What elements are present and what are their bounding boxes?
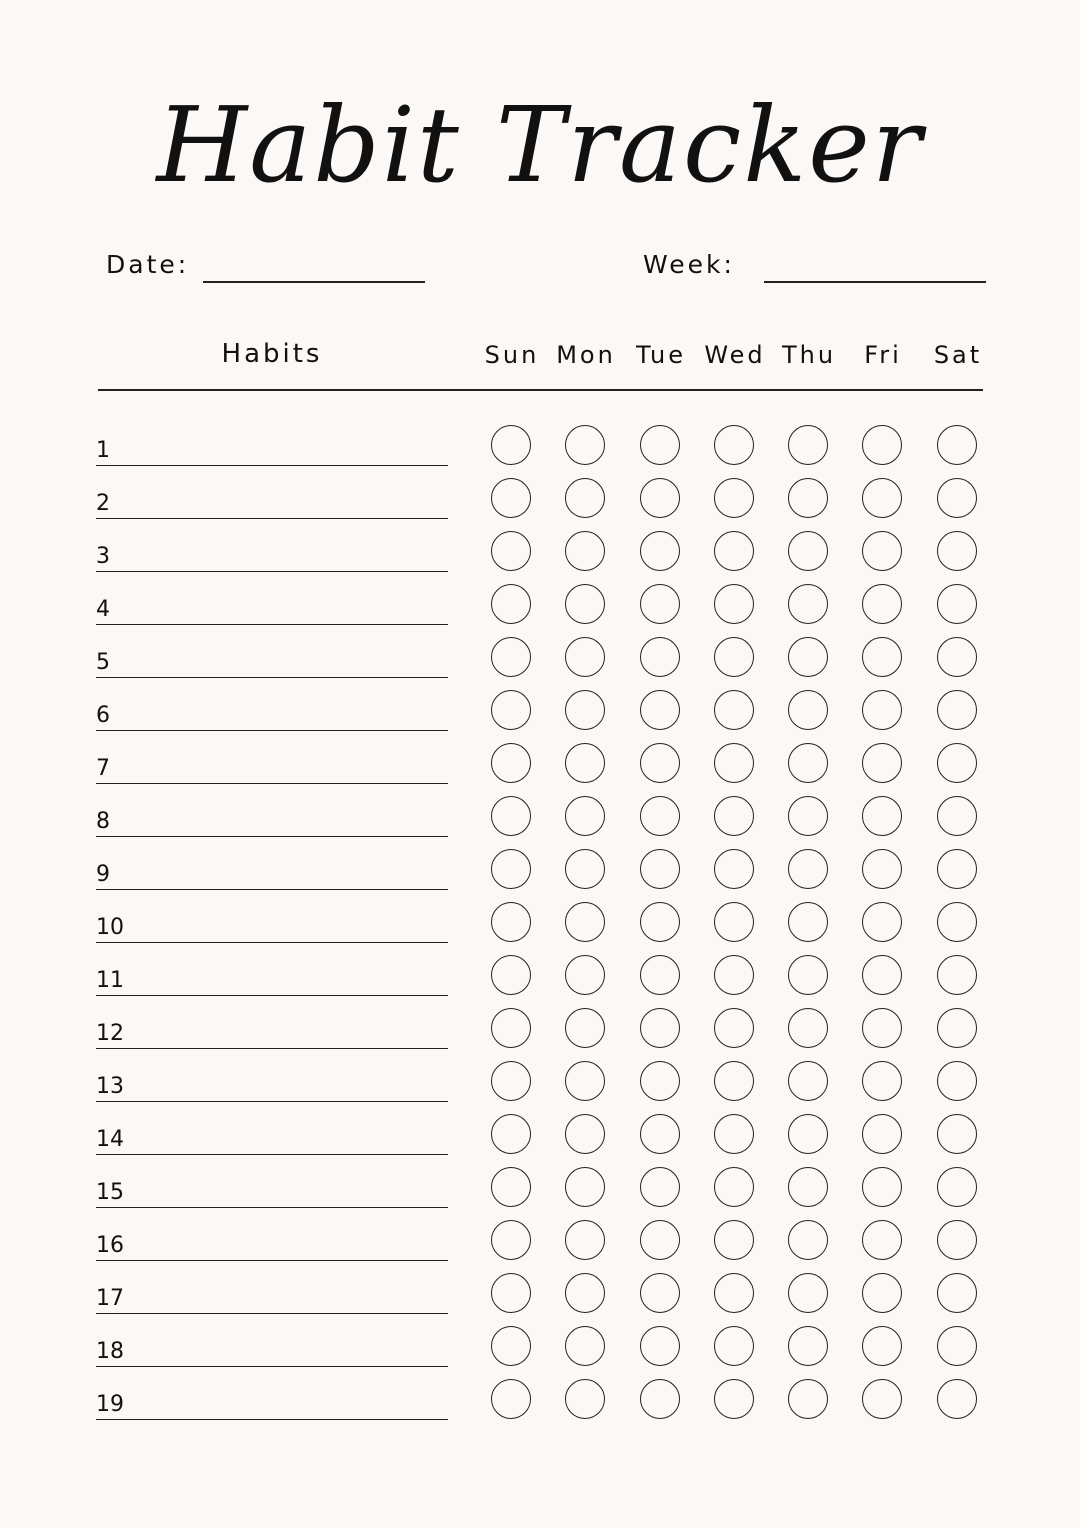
habit-name-field[interactable]: [96, 942, 448, 943]
habit-checkbox-sun[interactable]: [491, 1061, 531, 1101]
habit-checkbox-wed[interactable]: [714, 955, 754, 995]
habit-name-field[interactable]: [96, 889, 448, 890]
habit-checkbox-thu[interactable]: [788, 955, 828, 995]
habit-checkbox-tue[interactable]: [640, 531, 680, 571]
habit-checkbox-sun[interactable]: [491, 1326, 531, 1366]
habit-checkbox-tue[interactable]: [640, 955, 680, 995]
habit-checkbox-tue[interactable]: [640, 690, 680, 730]
habit-checkbox-thu[interactable]: [788, 1008, 828, 1048]
habit-checkbox-thu[interactable]: [788, 584, 828, 624]
habit-checkbox-mon[interactable]: [565, 1008, 605, 1048]
habit-row-number: 10: [96, 915, 124, 940]
habit-checkbox-mon[interactable]: [565, 1220, 605, 1260]
habit-checkbox-sun[interactable]: [491, 1167, 531, 1207]
habit-checkbox-fri[interactable]: [862, 1114, 902, 1154]
habit-checkbox-tue[interactable]: [640, 1326, 680, 1366]
habit-row-number: 8: [96, 809, 110, 834]
week-field[interactable]: [764, 281, 986, 283]
habit-row-number: 14: [96, 1127, 124, 1152]
habit-checkbox-fri[interactable]: [862, 1061, 902, 1101]
habit-checkbox-fri[interactable]: [862, 743, 902, 783]
date-label: Date:: [106, 250, 190, 279]
habit-name-field[interactable]: [96, 1154, 448, 1155]
habit-checkbox-wed[interactable]: [714, 743, 754, 783]
habit-row-number: 12: [96, 1021, 124, 1046]
habit-checkbox-sat[interactable]: [937, 1114, 977, 1154]
habit-checkbox-fri[interactable]: [862, 1379, 902, 1419]
habit-row-number: 19: [96, 1392, 124, 1417]
habit-checkbox-mon[interactable]: [565, 1273, 605, 1313]
habit-checkbox-tue[interactable]: [640, 1114, 680, 1154]
habit-checkbox-fri[interactable]: [862, 955, 902, 995]
day-header-sat: Sat: [933, 341, 983, 369]
habit-checkbox-wed[interactable]: [714, 531, 754, 571]
habit-checkbox-wed[interactable]: [714, 478, 754, 518]
habit-checkbox-sun[interactable]: [491, 690, 531, 730]
habit-row-number: 11: [96, 968, 124, 993]
habit-name-field[interactable]: [96, 1419, 448, 1420]
habit-row-number: 7: [96, 756, 110, 781]
habit-checkbox-fri[interactable]: [862, 690, 902, 730]
habit-name-field[interactable]: [96, 1207, 448, 1208]
habit-checkbox-sun[interactable]: [491, 478, 531, 518]
habit-checkbox-tue[interactable]: [640, 796, 680, 836]
habit-checkbox-sat[interactable]: [937, 796, 977, 836]
habit-checkbox-sat[interactable]: [937, 1008, 977, 1048]
habit-checkbox-sun[interactable]: [491, 637, 531, 677]
habit-checkbox-sun[interactable]: [491, 584, 531, 624]
habit-checkbox-sun[interactable]: [491, 902, 531, 942]
habit-checkbox-fri[interactable]: [862, 849, 902, 889]
habit-checkbox-sat[interactable]: [937, 690, 977, 730]
habit-row-number: 16: [96, 1233, 124, 1258]
habit-checkbox-wed[interactable]: [714, 902, 754, 942]
habit-checkbox-mon[interactable]: [565, 1167, 605, 1207]
habit-checkbox-thu[interactable]: [788, 531, 828, 571]
habit-checkbox-mon[interactable]: [565, 425, 605, 465]
habit-checkbox-wed[interactable]: [714, 690, 754, 730]
habit-checkbox-thu[interactable]: [788, 743, 828, 783]
habit-checkbox-fri[interactable]: [862, 1326, 902, 1366]
habit-checkbox-tue[interactable]: [640, 902, 680, 942]
habit-checkbox-sun[interactable]: [491, 531, 531, 571]
habit-checkbox-tue[interactable]: [640, 1379, 680, 1419]
habit-checkbox-wed[interactable]: [714, 584, 754, 624]
habit-name-field[interactable]: [96, 836, 448, 837]
habit-name-field[interactable]: [96, 465, 448, 466]
habit-row-number: 9: [96, 862, 110, 887]
habit-checkbox-sat[interactable]: [937, 637, 977, 677]
habit-row-number: 18: [96, 1339, 124, 1364]
habit-checkbox-wed[interactable]: [714, 1273, 754, 1313]
habit-checkbox-mon[interactable]: [565, 478, 605, 518]
habit-checkbox-mon[interactable]: [565, 584, 605, 624]
habit-checkbox-tue[interactable]: [640, 637, 680, 677]
habit-checkbox-sun[interactable]: [491, 1008, 531, 1048]
habit-name-field[interactable]: [96, 1366, 448, 1367]
habit-row-number: 4: [96, 597, 110, 622]
habit-checkbox-wed[interactable]: [714, 1061, 754, 1101]
habit-checkbox-thu[interactable]: [788, 425, 828, 465]
habit-checkbox-sat[interactable]: [937, 1061, 977, 1101]
habit-checkbox-tue[interactable]: [640, 1220, 680, 1260]
habit-checkbox-sat[interactable]: [937, 902, 977, 942]
habit-checkbox-sun[interactable]: [491, 849, 531, 889]
habit-name-field[interactable]: [96, 995, 448, 996]
habit-checkbox-thu[interactable]: [788, 849, 828, 889]
habit-checkbox-wed[interactable]: [714, 637, 754, 677]
date-field[interactable]: [203, 281, 425, 283]
habit-name-field[interactable]: [96, 1101, 448, 1102]
habit-checkbox-wed[interactable]: [714, 1379, 754, 1419]
habit-checkbox-sun[interactable]: [491, 425, 531, 465]
habit-checkbox-sun[interactable]: [491, 1273, 531, 1313]
habit-name-field[interactable]: [96, 783, 448, 784]
habit-checkbox-sat[interactable]: [937, 849, 977, 889]
habit-checkbox-mon[interactable]: [565, 743, 605, 783]
habit-checkbox-fri[interactable]: [862, 637, 902, 677]
habit-checkbox-mon[interactable]: [565, 1326, 605, 1366]
habit-name-field[interactable]: [96, 571, 448, 572]
habit-checkbox-tue[interactable]: [640, 849, 680, 889]
habit-checkbox-mon[interactable]: [565, 955, 605, 995]
habit-checkbox-tue[interactable]: [640, 425, 680, 465]
habit-checkbox-mon[interactable]: [565, 1379, 605, 1419]
habit-checkbox-mon[interactable]: [565, 1114, 605, 1154]
habit-checkbox-mon[interactable]: [565, 1061, 605, 1101]
habit-checkbox-fri[interactable]: [862, 478, 902, 518]
habit-checkbox-thu[interactable]: [788, 902, 828, 942]
habit-checkbox-thu[interactable]: [788, 1167, 828, 1207]
habit-checkbox-fri[interactable]: [862, 1273, 902, 1313]
habit-checkbox-wed[interactable]: [714, 1114, 754, 1154]
habit-checkbox-sat[interactable]: [937, 478, 977, 518]
habit-row-number: 5: [96, 650, 110, 675]
habit-checkbox-sun[interactable]: [491, 955, 531, 995]
habit-checkbox-thu[interactable]: [788, 1273, 828, 1313]
habit-name-field[interactable]: [96, 677, 448, 678]
habit-name-field[interactable]: [96, 624, 448, 625]
habit-checkbox-mon[interactable]: [565, 637, 605, 677]
habit-checkbox-sat[interactable]: [937, 1273, 977, 1313]
habit-checkbox-mon[interactable]: [565, 902, 605, 942]
habit-checkbox-wed[interactable]: [714, 849, 754, 889]
habit-checkbox-sat[interactable]: [937, 1220, 977, 1260]
habit-checkbox-wed[interactable]: [714, 1326, 754, 1366]
habit-checkbox-wed[interactable]: [714, 425, 754, 465]
habit-checkbox-mon[interactable]: [565, 849, 605, 889]
habit-checkbox-sat[interactable]: [937, 531, 977, 571]
habit-checkbox-sun[interactable]: [491, 743, 531, 783]
habit-name-field[interactable]: [96, 518, 448, 519]
habit-checkbox-tue[interactable]: [640, 478, 680, 518]
habit-checkbox-tue[interactable]: [640, 1008, 680, 1048]
habit-checkbox-sun[interactable]: [491, 1114, 531, 1154]
habit-checkbox-sun[interactable]: [491, 1379, 531, 1419]
habit-checkbox-sat[interactable]: [937, 1326, 977, 1366]
habit-row-number: 15: [96, 1180, 124, 1205]
habit-checkbox-fri[interactable]: [862, 1220, 902, 1260]
habit-checkbox-fri[interactable]: [862, 425, 902, 465]
habit-checkbox-sat[interactable]: [937, 1167, 977, 1207]
habit-checkbox-fri[interactable]: [862, 796, 902, 836]
habit-row-number: 1: [96, 438, 110, 463]
habit-checkbox-thu[interactable]: [788, 1061, 828, 1101]
day-header-thu: Thu: [781, 341, 837, 369]
habit-checkbox-tue[interactable]: [640, 1273, 680, 1313]
habit-name-field[interactable]: [96, 1048, 448, 1049]
page-title: Habit Tracker: [156, 84, 924, 206]
habit-checkbox-sat[interactable]: [937, 743, 977, 783]
habit-checkbox-fri[interactable]: [862, 584, 902, 624]
habit-checkbox-tue[interactable]: [640, 584, 680, 624]
habit-checkbox-wed[interactable]: [714, 1008, 754, 1048]
habit-checkbox-wed[interactable]: [714, 1220, 754, 1260]
habit-checkbox-mon[interactable]: [565, 531, 605, 571]
habit-checkbox-mon[interactable]: [565, 690, 605, 730]
habit-row-number: 3: [96, 544, 110, 569]
habit-checkbox-wed[interactable]: [714, 1167, 754, 1207]
header-divider: [98, 389, 983, 391]
habit-name-field[interactable]: [96, 1313, 448, 1314]
habit-row-number: 17: [96, 1286, 124, 1311]
habit-name-field[interactable]: [96, 1260, 448, 1261]
habit-checkbox-mon[interactable]: [565, 796, 605, 836]
habit-row-number: 6: [96, 703, 110, 728]
habits-column-header: Habits: [221, 339, 323, 369]
habit-checkbox-sun[interactable]: [491, 796, 531, 836]
habit-checkbox-sun[interactable]: [491, 1220, 531, 1260]
habit-name-field[interactable]: [96, 730, 448, 731]
habit-checkbox-sat[interactable]: [937, 425, 977, 465]
habit-checkbox-sat[interactable]: [937, 584, 977, 624]
habit-checkbox-thu[interactable]: [788, 478, 828, 518]
habit-checkbox-thu[interactable]: [788, 1326, 828, 1366]
habit-checkbox-fri[interactable]: [862, 1167, 902, 1207]
day-header-tue: Tue: [636, 341, 686, 369]
habit-checkbox-fri[interactable]: [862, 1008, 902, 1048]
habit-checkbox-thu[interactable]: [788, 1220, 828, 1260]
habit-checkbox-fri[interactable]: [862, 902, 902, 942]
habit-checkbox-tue[interactable]: [640, 1167, 680, 1207]
day-header-fri: Fri: [864, 341, 902, 369]
day-header-mon: Mon: [556, 341, 616, 369]
habit-checkbox-thu[interactable]: [788, 1114, 828, 1154]
habit-checkbox-wed[interactable]: [714, 796, 754, 836]
day-header-sun: Sun: [484, 341, 540, 369]
habit-checkbox-thu[interactable]: [788, 1379, 828, 1419]
habit-checkbox-thu[interactable]: [788, 796, 828, 836]
habit-row-number: 13: [96, 1074, 124, 1099]
habit-row-number: 2: [96, 491, 110, 516]
habit-checkbox-fri[interactable]: [862, 531, 902, 571]
habit-checkbox-tue[interactable]: [640, 743, 680, 783]
habit-checkbox-thu[interactable]: [788, 637, 828, 677]
habit-checkbox-sat[interactable]: [937, 955, 977, 995]
day-header-wed: Wed: [704, 341, 766, 369]
habit-checkbox-tue[interactable]: [640, 1061, 680, 1101]
week-label: Week:: [643, 250, 735, 279]
habit-checkbox-sat[interactable]: [937, 1379, 977, 1419]
habit-checkbox-thu[interactable]: [788, 690, 828, 730]
